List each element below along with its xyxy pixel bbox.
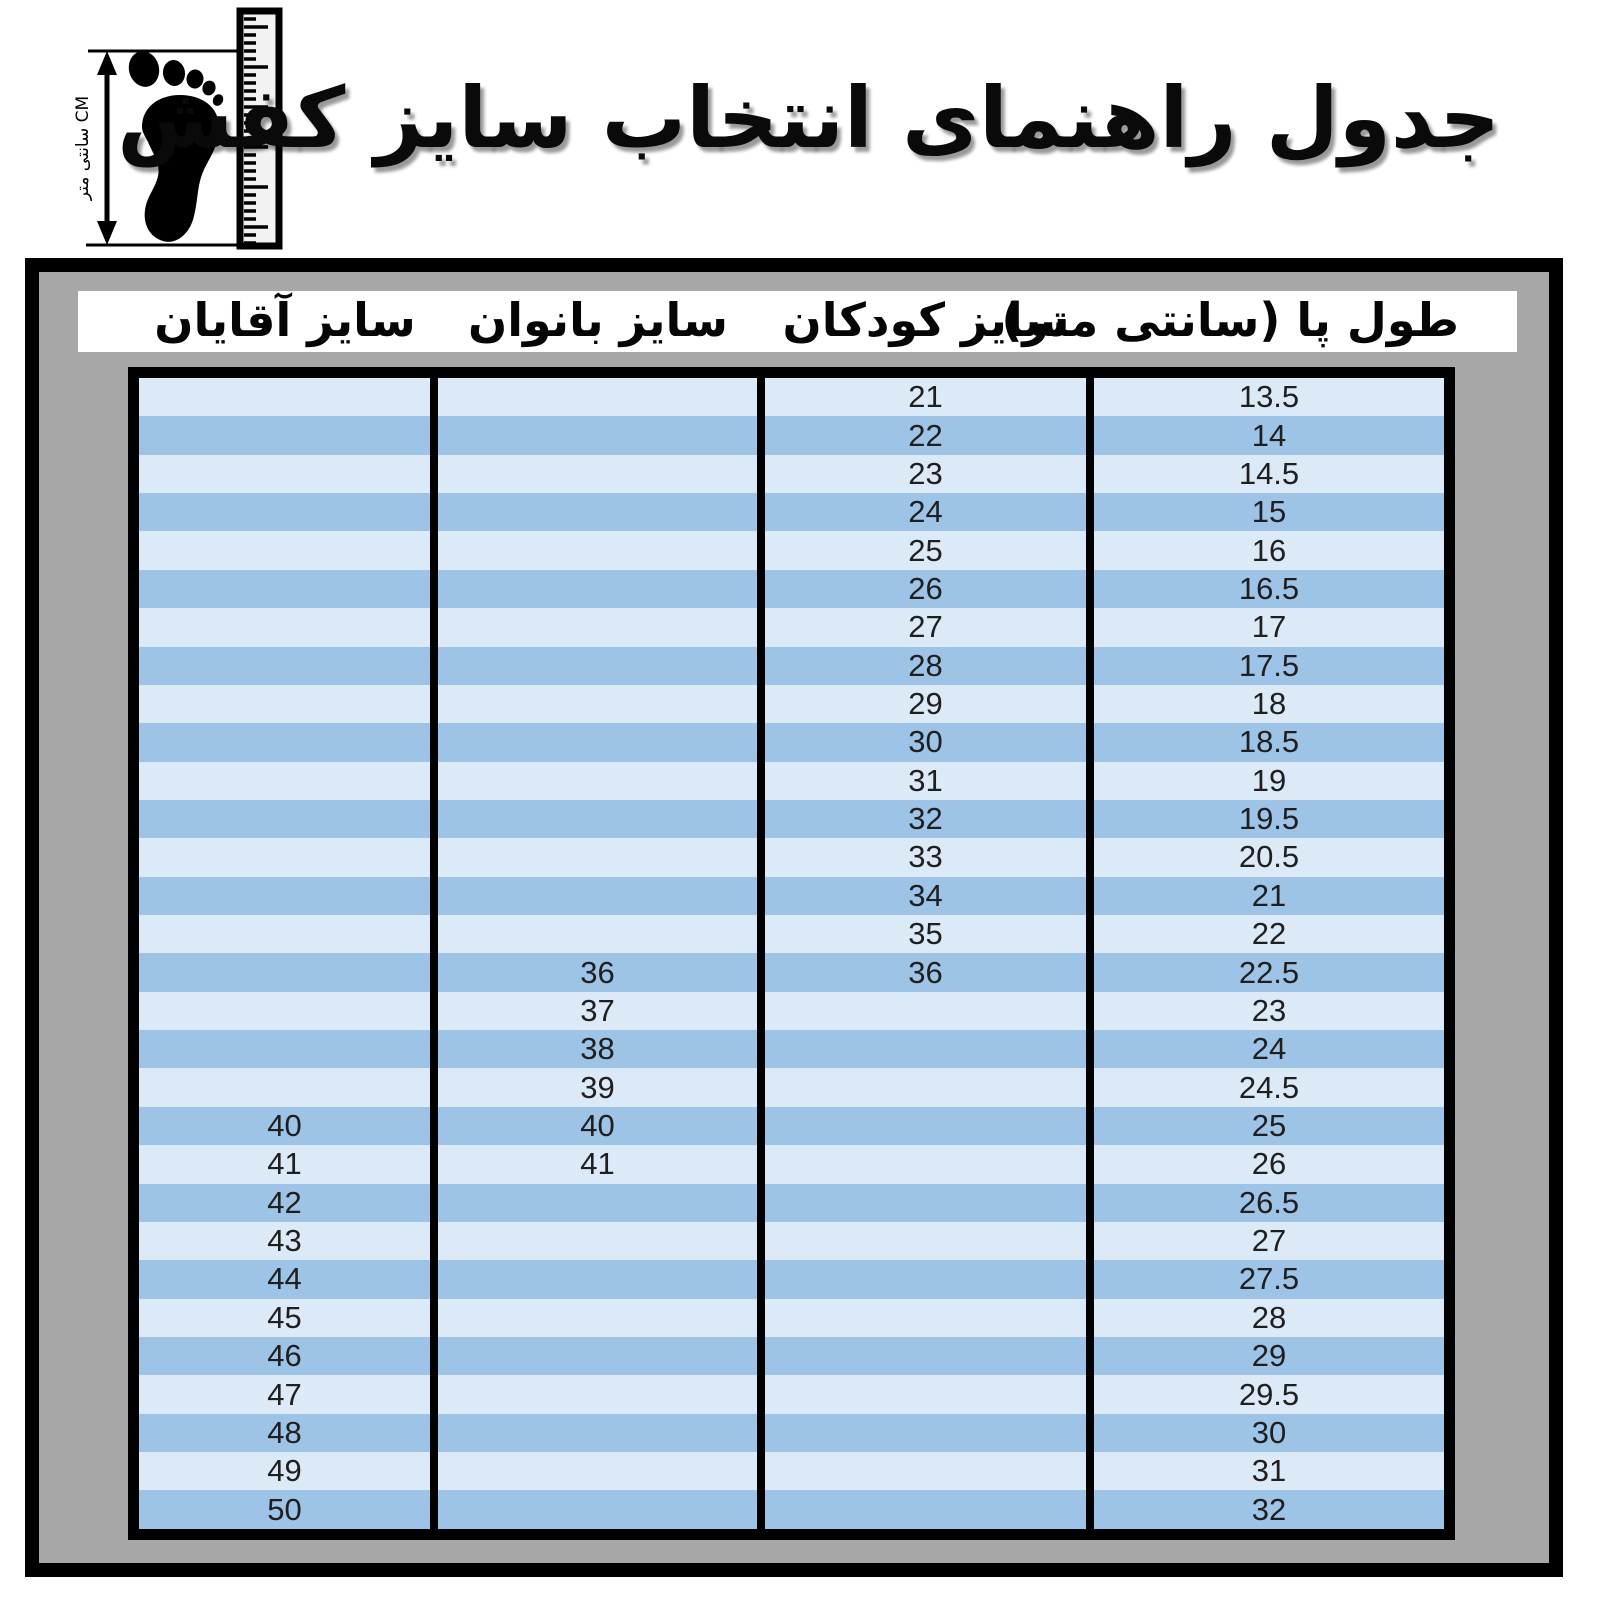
cell-men [139,1068,430,1106]
table-row [139,608,1444,646]
table-row [139,1222,1444,1260]
cell-men: 48 [267,1414,302,1450]
cell-length: 23 [1086,992,1444,1030]
cell-men [139,838,430,876]
page-title: جدول راهنمای انتخاب سایز کفش [117,69,1500,167]
cell-women [430,1184,757,1222]
cell-men: 42 [267,1184,302,1220]
cell-men [139,531,430,569]
header-men-size: سایز آقایان [154,293,416,347]
cell-kids [757,1299,1086,1337]
header-foot-length: طول پا (سانتی متر) [1001,293,1459,347]
cell-kids [757,1068,1086,1106]
table-row [139,723,1444,761]
cell-length: 21 [1086,877,1444,915]
cell-men [139,877,430,915]
cell-women [430,685,757,723]
table-row [139,1030,1444,1068]
cell-kids: 33 [757,838,1086,876]
cell-length: 22 [1086,915,1444,953]
cell-women [430,570,757,608]
cell-women [430,1299,757,1337]
cell-women [430,531,757,569]
cell-men [139,800,430,838]
cell-kids: 31 [757,762,1086,800]
cell-length: 25 [1086,1107,1444,1145]
cell-kids: 27 [757,608,1086,646]
cell-length: 18 [1086,685,1444,723]
table-row [139,416,1444,454]
cell-women [430,647,757,685]
cell-length: 19.5 [1086,800,1444,838]
cell-length: 18.5 [1086,723,1444,761]
cell-kids: 26 [757,570,1086,608]
table-row [139,877,1444,915]
cell-men: 41 [267,1146,302,1182]
cell-men: 49 [267,1453,302,1489]
cell-men [139,608,430,646]
cell-kids: 32 [757,800,1086,838]
cell-kids [757,1337,1086,1375]
table-row [139,838,1444,876]
cell-length: 29.5 [1086,1375,1444,1413]
table-header-row [78,291,1517,352]
cell-kids [757,1222,1086,1260]
cell-length: 13.5 [1086,378,1444,416]
cell-women [430,416,757,454]
cell-women: 41 [430,1145,757,1183]
table-row [139,1145,1444,1183]
cell-women: 39 [430,1068,757,1106]
cell-kids: 34 [757,877,1086,915]
cell-men [139,570,430,608]
cell-kids: 21 [757,378,1086,416]
cell-length: 20.5 [1086,838,1444,876]
table-row [139,570,1444,608]
cell-length: 14 [1086,416,1444,454]
table-row [139,992,1444,1030]
cell-length: 28 [1086,1299,1444,1337]
cell-length: 29 [1086,1337,1444,1375]
table-row [139,1375,1444,1413]
cell-kids [757,1184,1086,1222]
cell-women [430,1260,757,1298]
cell-kids [757,1375,1086,1413]
table-row [139,800,1444,838]
cell-kids [757,1030,1086,1068]
cell-men [139,685,430,723]
cell-kids: 25 [757,531,1086,569]
cell-kids: 28 [757,647,1086,685]
cell-length: 15 [1086,493,1444,531]
cell-men [139,953,430,991]
cell-women [430,1490,757,1528]
chart-frame [25,258,1563,1577]
measure-unit-label: CM سانتی متر [73,95,93,201]
table-row [139,1414,1444,1452]
cell-length: 17 [1086,608,1444,646]
table-row [139,685,1444,723]
table-row [139,915,1444,953]
cell-length: 19 [1086,762,1444,800]
table-row [139,531,1444,569]
header-kids-size: سایز کودکان [782,293,1070,347]
cell-women [430,1452,757,1490]
table-row [139,953,1444,991]
cell-men [139,762,430,800]
cell-men: 44 [267,1261,302,1297]
cell-men [139,992,430,1030]
cell-kids: 24 [757,493,1086,531]
cell-kids [757,1260,1086,1298]
cell-women [430,723,757,761]
cell-women [430,608,757,646]
cell-women [430,1337,757,1375]
table-row [139,762,1444,800]
cell-women [430,915,757,953]
cell-length: 27.5 [1086,1260,1444,1298]
table-row [139,1107,1444,1145]
cell-men [139,455,430,493]
cell-kids: 30 [757,723,1086,761]
cell-men: 40 [267,1108,302,1143]
cell-kids [757,1107,1086,1145]
measure-arrow-icon [97,51,117,245]
cell-kids: 29 [757,685,1086,723]
cell-length: 17.5 [1086,647,1444,685]
cell-men [139,493,430,531]
cell-women [430,1414,757,1452]
cell-women [430,493,757,531]
cell-length: 24 [1086,1030,1444,1068]
cell-kids: 36 [757,953,1086,991]
cell-kids: 35 [757,915,1086,953]
cell-kids [757,1145,1086,1183]
cell-women [430,800,757,838]
cell-length: 16 [1086,531,1444,569]
cell-length: 30 [1086,1414,1444,1452]
cell-women [430,762,757,800]
table-row [139,1068,1444,1106]
cell-kids: 23 [757,455,1086,493]
cell-women [430,378,757,416]
cell-length: 14.5 [1086,455,1444,493]
cell-length: 22.5 [1086,953,1444,991]
cell-men [139,915,430,953]
cell-men: 43 [267,1223,302,1259]
cell-length: 26 [1086,1145,1444,1183]
header-women-size: سایز بانوان [467,293,729,347]
table-row [139,1299,1444,1337]
cell-length: 16.5 [1086,570,1444,608]
cell-women: 37 [430,992,757,1030]
cell-length: 24.5 [1086,1068,1444,1106]
table-row [139,455,1444,493]
cell-kids [757,992,1086,1030]
cell-men [139,1030,430,1068]
cell-women: 36 [430,953,757,991]
table-row [139,647,1444,685]
cell-men: 46 [267,1338,302,1374]
cell-women [430,1222,757,1260]
table-row [139,1452,1444,1490]
cell-men: 50 [267,1491,302,1527]
cell-kids [757,1490,1086,1528]
cell-kids [757,1414,1086,1452]
size-table [128,367,1455,1540]
cell-kids: 22 [757,416,1086,454]
cell-length: 31 [1086,1452,1444,1490]
table-row [139,1260,1444,1298]
cell-men [139,378,430,416]
table-row [139,1490,1444,1528]
cell-women [430,455,757,493]
cell-women [430,1375,757,1413]
table-row [139,378,1444,416]
cell-men: 45 [267,1299,302,1335]
table-row [139,1184,1444,1222]
table-row [139,493,1444,531]
cell-length: 26.5 [1086,1184,1444,1222]
cell-men: 47 [267,1376,302,1412]
cell-kids [757,1452,1086,1490]
cell-length: 32 [1086,1490,1444,1528]
cell-men [139,647,430,685]
table-row [139,1337,1444,1375]
cell-men [139,416,430,454]
cell-men [139,723,430,761]
cell-women: 38 [430,1030,757,1068]
cell-length: 27 [1086,1222,1444,1260]
cell-women [430,877,757,915]
cell-women: 40 [430,1107,757,1145]
cell-women [430,838,757,876]
